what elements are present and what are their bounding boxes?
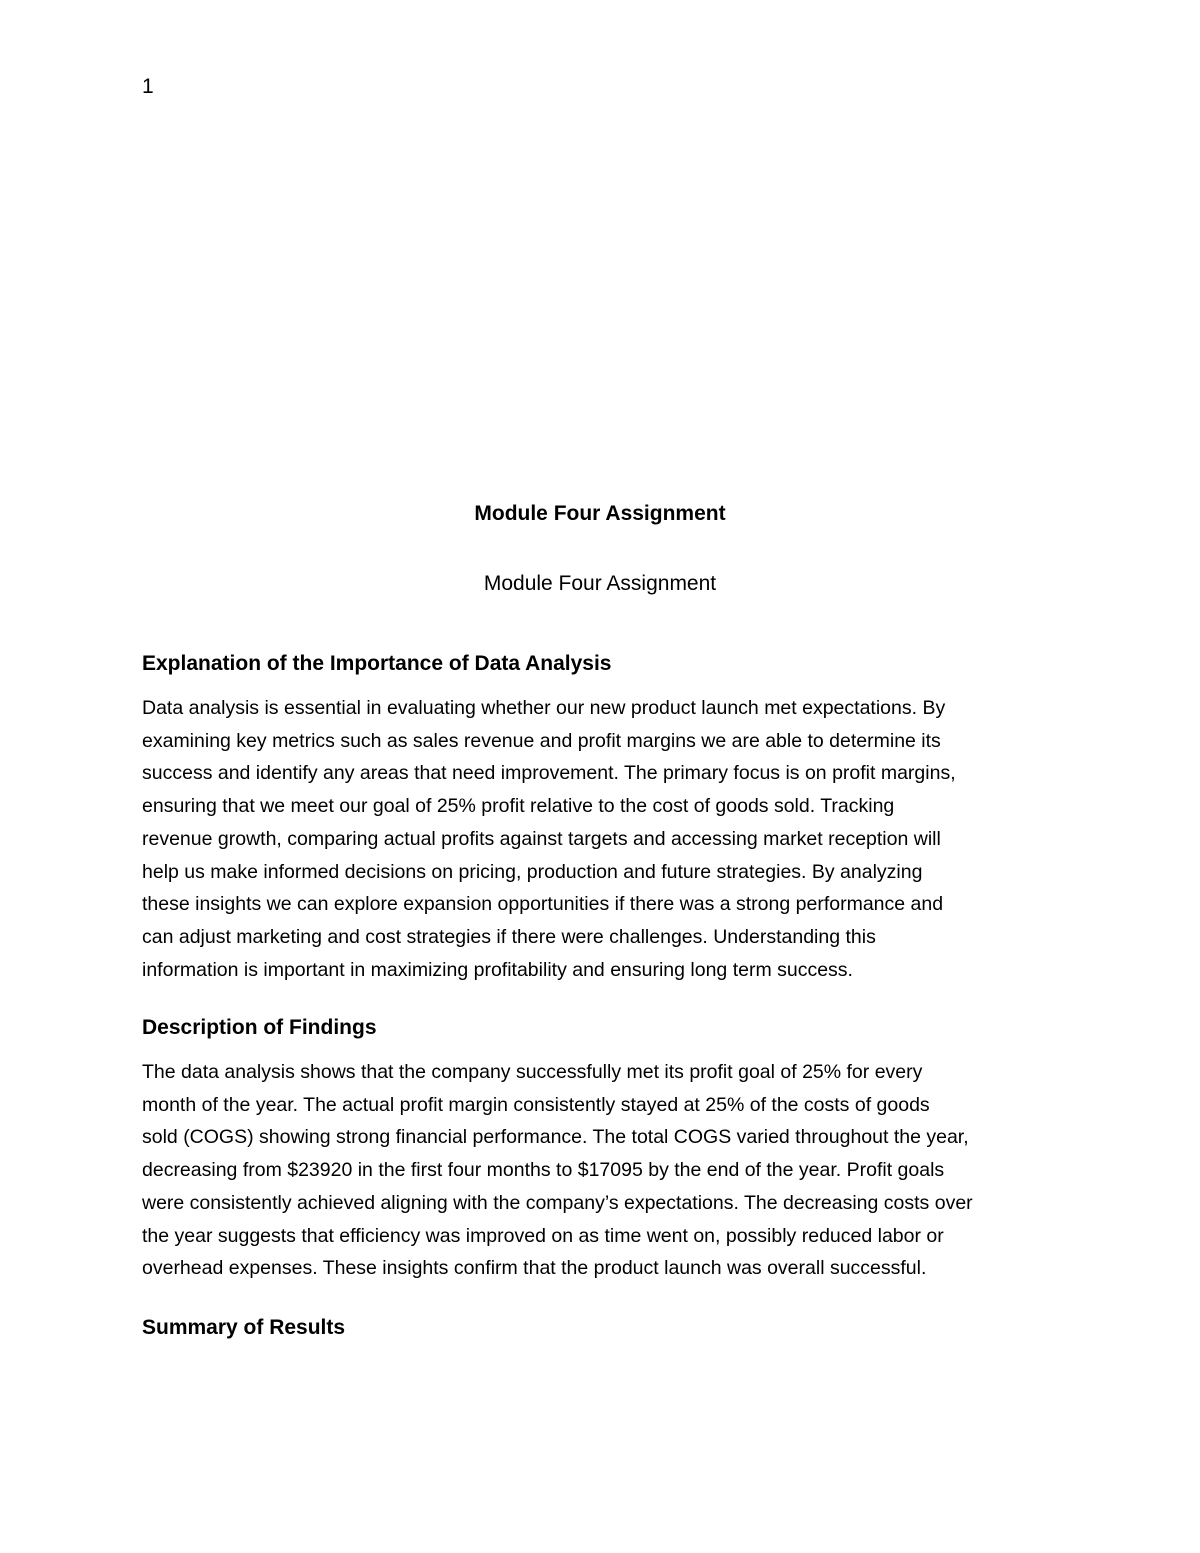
paragraph-line: examining key metrics such as sales revenue and profit margins we are able to determine its (142, 729, 941, 752)
section-paragraph (142, 1056, 1072, 1285)
paragraph-line: The data analysis shows that the company successfully met its profit goal of 25% for every (142, 1061, 923, 1083)
paragraph-line: ensuring that we meet our goal of 25% profit relative to the cost of goods sold. Tracking (142, 795, 895, 818)
paragraph-line: information is important in maximizing profitability and ensuring long term success. (142, 958, 853, 981)
page-number: 1 (142, 75, 154, 98)
document-subtitle: Module Four Assignment (483, 572, 717, 595)
paragraph-line: were consistently achieved aligning with the company’s expectations. The decreasing costs over (142, 1191, 973, 1214)
paragraph-line: month of the year. The actual profit margin consistently stayed at 25% of the costs of goods (142, 1093, 930, 1116)
paragraph-line: decreasing from $23920 in the first four months to $17095 by the end of the year. Profit goals (142, 1159, 945, 1182)
section-paragraph (142, 692, 1072, 986)
paragraph-line: revenue growth, comparing actual profits against targets and accessing market reception will (142, 827, 941, 850)
paragraph-line: can adjust marketing and cost strategies if there were challenges. Understanding this (142, 925, 876, 948)
paragraph-line: overhead expenses. These insights confirm that the product launch was overall successful. (142, 1257, 927, 1280)
section-importance-of-data-analysis (142, 650, 1072, 986)
section-heading: Summary of Results (142, 1316, 346, 1339)
paragraph-line: help us make informed decisions on pricing, production and future strategies. By analyzing (142, 860, 923, 883)
section-description-of-findings (142, 1014, 1072, 1285)
section-heading: Explanation of the Importance of Data Analysis (142, 652, 612, 675)
paragraph-line: these insights we can explore expansion opportunities if there was a strong performance and (142, 893, 944, 916)
paragraph-line: success and identify any areas that need improvement. The primary focus is on profit margins, (142, 762, 956, 785)
section-summary-of-results (142, 1314, 1072, 1342)
paragraph-line: Data analysis is essential in evaluating whether our new product launch met expectations. By (142, 697, 946, 719)
section-heading: Description of Findings (142, 1016, 377, 1039)
paragraph-line: sold (COGS) showing strong financial performance. The total COGS varied throughout the year, (142, 1126, 969, 1149)
paragraph-line: the year suggests that efficiency was improved on as time went on, possibly reduced labor or (142, 1224, 944, 1247)
document-title: Module Four Assignment (474, 502, 726, 525)
